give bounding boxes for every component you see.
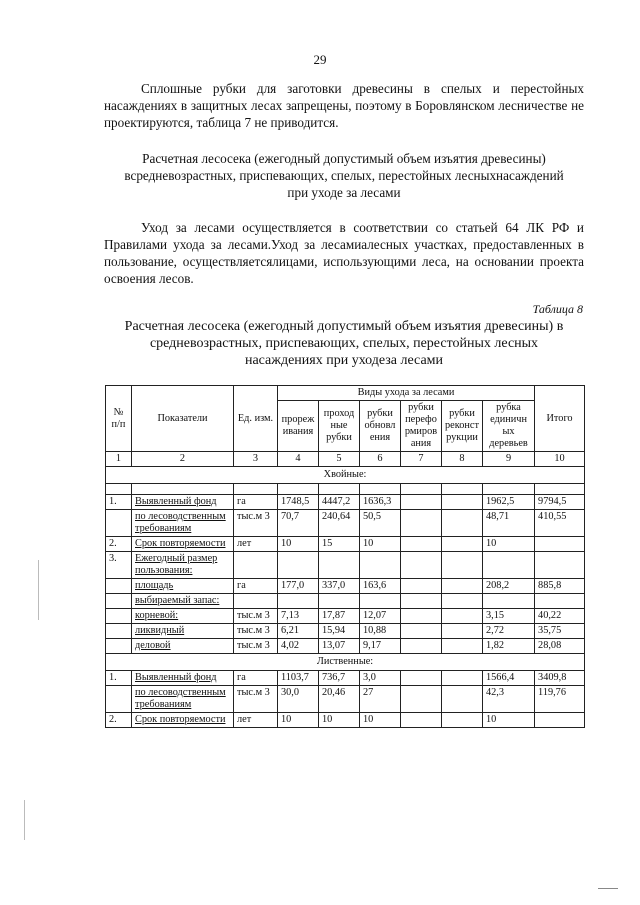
value-cell: 70,7 bbox=[278, 510, 319, 537]
row-number-cell: 1. bbox=[106, 671, 132, 686]
scan-margin-mark bbox=[24, 800, 25, 840]
value-cell: 35,75 bbox=[535, 624, 585, 639]
value-cell bbox=[401, 624, 442, 639]
table-row bbox=[106, 609, 585, 624]
value-cell: 50,5 bbox=[360, 510, 401, 537]
value-cell: 163,6 bbox=[360, 579, 401, 594]
value-cell: 48,71 bbox=[483, 510, 535, 537]
empty-cell bbox=[535, 484, 585, 495]
value-cell bbox=[401, 537, 442, 552]
value-cell: 17,87 bbox=[319, 609, 360, 624]
value-cell: 27 bbox=[360, 686, 401, 713]
value-cell: 1748,5 bbox=[278, 495, 319, 510]
value-cell: 1103,7 bbox=[278, 671, 319, 686]
column-number: 1 bbox=[106, 452, 132, 467]
header-thinning: прореж ивания bbox=[278, 401, 319, 452]
unit-cell: лет bbox=[234, 537, 278, 552]
value-cell: 3409,8 bbox=[535, 671, 585, 686]
scan-edge-mark bbox=[598, 888, 618, 889]
table-row bbox=[106, 639, 585, 654]
table-row bbox=[106, 510, 585, 537]
table-row bbox=[106, 594, 585, 609]
section-heading-line: Расчетная лесосека (ежегодный допустимый объем изъятия древесины) bbox=[142, 151, 546, 166]
unit-cell: тыс.м 3 bbox=[234, 609, 278, 624]
value-cell bbox=[401, 686, 442, 713]
column-number: 3 bbox=[234, 452, 278, 467]
value-cell bbox=[442, 624, 483, 639]
value-cell: 1636,3 bbox=[360, 495, 401, 510]
indicator-cell: по лесоводственным требованиям bbox=[132, 510, 234, 537]
section-title: Лиственные: bbox=[106, 654, 585, 671]
row-number-cell bbox=[106, 579, 132, 594]
value-cell: 10,88 bbox=[360, 624, 401, 639]
allowable-cut-table bbox=[105, 385, 585, 728]
value-cell: 42,3 bbox=[483, 686, 535, 713]
value-cell: 15,94 bbox=[319, 624, 360, 639]
indicator-cell: ликвидный bbox=[132, 624, 234, 639]
column-number-row bbox=[106, 452, 585, 467]
indicator-cell: Выявленный фонд bbox=[132, 495, 234, 510]
empty-cell bbox=[234, 484, 278, 495]
row-number-cell: 1. bbox=[106, 495, 132, 510]
table-row bbox=[106, 686, 585, 713]
value-cell: 4447,2 bbox=[319, 495, 360, 510]
value-cell: 1962,5 bbox=[483, 495, 535, 510]
value-cell: 9,17 bbox=[360, 639, 401, 654]
row-number-cell bbox=[106, 624, 132, 639]
unit-cell: тыс.м 3 bbox=[234, 624, 278, 639]
page-number: 29 bbox=[313, 52, 327, 67]
table-header-row bbox=[106, 386, 585, 401]
unit-cell bbox=[234, 594, 278, 609]
value-cell bbox=[442, 594, 483, 609]
value-cell: 208,2 bbox=[483, 579, 535, 594]
value-cell: 6,21 bbox=[278, 624, 319, 639]
value-cell: 736,7 bbox=[319, 671, 360, 686]
value-cell bbox=[319, 594, 360, 609]
unit-cell: тыс.м 3 bbox=[234, 510, 278, 537]
value-cell: 9794,5 bbox=[535, 495, 585, 510]
indicator-cell: по лесоводственным требованиям bbox=[132, 686, 234, 713]
value-cell bbox=[442, 713, 483, 728]
value-cell bbox=[483, 552, 535, 579]
value-cell bbox=[442, 552, 483, 579]
value-cell bbox=[442, 495, 483, 510]
section-row bbox=[106, 654, 585, 671]
value-cell bbox=[401, 639, 442, 654]
unit-cell: тыс.м 3 bbox=[234, 686, 278, 713]
row-number-cell: 2. bbox=[106, 537, 132, 552]
empty-cell bbox=[483, 484, 535, 495]
value-cell: 10 bbox=[319, 713, 360, 728]
value-cell bbox=[442, 639, 483, 654]
value-cell: 4,02 bbox=[278, 639, 319, 654]
value-cell bbox=[401, 713, 442, 728]
value-cell bbox=[442, 686, 483, 713]
column-number: 9 bbox=[483, 452, 535, 467]
value-cell: 240,64 bbox=[319, 510, 360, 537]
row-number-cell bbox=[106, 686, 132, 713]
column-number: 7 bbox=[401, 452, 442, 467]
row-number-cell bbox=[106, 510, 132, 537]
empty-cell bbox=[360, 484, 401, 495]
column-number: 5 bbox=[319, 452, 360, 467]
value-cell: 3,0 bbox=[360, 671, 401, 686]
value-cell: 119,76 bbox=[535, 686, 585, 713]
column-number: 10 bbox=[535, 452, 585, 467]
indicator-cell: деловой bbox=[132, 639, 234, 654]
table-row bbox=[106, 537, 585, 552]
header-num: № п/п bbox=[106, 386, 132, 452]
unit-cell: тыс.м 3 bbox=[234, 639, 278, 654]
value-cell bbox=[535, 713, 585, 728]
indicator-cell: Выявленный фонд bbox=[132, 671, 234, 686]
table-row bbox=[106, 713, 585, 728]
empty-cell bbox=[278, 484, 319, 495]
indicator-cell: Срок повторяемости bbox=[132, 537, 234, 552]
table-title-line: Расчетная лесосека (ежегодный допустимый объем изъятия древесины) в bbox=[124, 319, 564, 334]
value-cell: 10 bbox=[483, 713, 535, 728]
indicator-cell: Ежегодный размер пользования: bbox=[132, 552, 234, 579]
value-cell bbox=[535, 537, 585, 552]
row-number-cell bbox=[106, 594, 132, 609]
header-reconstruction-cuts: рубки реконст рукции bbox=[442, 401, 483, 452]
unit-cell bbox=[234, 552, 278, 579]
empty-cell bbox=[106, 484, 132, 495]
value-cell: 885,8 bbox=[535, 579, 585, 594]
value-cell bbox=[401, 579, 442, 594]
table-title-line: средневозрастных, приспевающих, спелых, перестойных лесных bbox=[149, 336, 539, 351]
indicator-cell: Срок повторяемости bbox=[132, 713, 234, 728]
value-cell: 337,0 bbox=[319, 579, 360, 594]
value-cell bbox=[401, 609, 442, 624]
value-cell bbox=[442, 537, 483, 552]
value-cell: 10 bbox=[360, 537, 401, 552]
value-cell: 7,13 bbox=[278, 609, 319, 624]
value-cell: 13,07 bbox=[319, 639, 360, 654]
value-cell: 15 bbox=[319, 537, 360, 552]
intro-paragraph-text: Сплошные рубки для заготовки древесины в спелых и перестойных насаждениях в защитных лесах запрещены, поэтому в Боровлянском лесничестве не проектируются, таблица 7 не приводится. bbox=[104, 81, 584, 130]
unit-cell: га bbox=[234, 579, 278, 594]
empty-cell bbox=[132, 484, 234, 495]
value-cell bbox=[401, 552, 442, 579]
value-cell bbox=[401, 671, 442, 686]
table-row bbox=[106, 552, 585, 579]
section-title: Хвойные: bbox=[106, 467, 585, 484]
value-cell bbox=[278, 594, 319, 609]
unit-cell: га bbox=[234, 671, 278, 686]
header-renewal-cuts: рубки обновл ения bbox=[360, 401, 401, 452]
header-indicators: Показатели bbox=[132, 386, 234, 452]
row-number-cell: 3. bbox=[106, 552, 132, 579]
value-cell: 20,46 bbox=[319, 686, 360, 713]
header-passing-cuts: проход ные рубки bbox=[319, 401, 360, 452]
table-row bbox=[106, 579, 585, 594]
table-body bbox=[106, 386, 585, 728]
column-number: 2 bbox=[132, 452, 234, 467]
value-cell bbox=[360, 552, 401, 579]
empty-cell bbox=[442, 484, 483, 495]
care-paragraph bbox=[104, 219, 584, 287]
value-cell: 12,07 bbox=[360, 609, 401, 624]
indicator-cell: выбираемый запас: bbox=[132, 594, 234, 609]
scan-margin-mark bbox=[38, 560, 39, 620]
value-cell: 10 bbox=[278, 537, 319, 552]
value-cell bbox=[401, 594, 442, 609]
care-paragraph-text: Уход за лесами осуществляется в соответствии со статьей 64 ЛК РФ и Правилами ухода за лесами.Уход за лесамиалесных участках, предоставленных в пользование, осуществляетсялицами, использующими леса, на основании проекта освоения лесов. bbox=[104, 220, 584, 286]
value-cell bbox=[535, 552, 585, 579]
value-cell bbox=[401, 495, 442, 510]
value-cell: 10 bbox=[278, 713, 319, 728]
table-row bbox=[106, 671, 585, 686]
value-cell bbox=[483, 594, 535, 609]
column-number: 8 bbox=[442, 452, 483, 467]
value-cell bbox=[442, 671, 483, 686]
unit-cell: га bbox=[234, 495, 278, 510]
value-cell: 28,08 bbox=[535, 639, 585, 654]
value-cell bbox=[401, 510, 442, 537]
empty-cell bbox=[401, 484, 442, 495]
value-cell bbox=[278, 552, 319, 579]
header-unit: Ед. изм. bbox=[234, 386, 278, 452]
row-number-cell: 2. bbox=[106, 713, 132, 728]
value-cell bbox=[535, 594, 585, 609]
section-row bbox=[106, 467, 585, 484]
section-heading-line: всредневозрастных, приспевающих, спелых, перестойных лесныхнасаждений bbox=[124, 168, 564, 183]
value-cell bbox=[442, 579, 483, 594]
empty-cell bbox=[319, 484, 360, 495]
value-cell: 2,72 bbox=[483, 624, 535, 639]
value-cell bbox=[442, 609, 483, 624]
header-care-types: Виды ухода за лесами bbox=[278, 386, 535, 401]
value-cell: 177,0 bbox=[278, 579, 319, 594]
table-caption: Таблица 8 bbox=[532, 302, 583, 316]
section-heading-line: при уходе за лесами bbox=[287, 185, 401, 200]
value-cell: 3,15 bbox=[483, 609, 535, 624]
column-number: 6 bbox=[360, 452, 401, 467]
value-cell: 10 bbox=[360, 713, 401, 728]
header-total: Итого bbox=[535, 386, 585, 452]
column-number: 4 bbox=[278, 452, 319, 467]
table-title-line: насаждениях при уходеза лесами bbox=[244, 353, 444, 368]
row-number-cell bbox=[106, 639, 132, 654]
row-number-cell bbox=[106, 609, 132, 624]
table-row bbox=[106, 495, 585, 510]
value-cell: 40,22 bbox=[535, 609, 585, 624]
header-reforming-cuts: рубки перефо рмиров ания bbox=[401, 401, 442, 452]
header-single-tree-cuts: рубка единичн ых деревьев bbox=[483, 401, 535, 452]
table-title bbox=[104, 318, 584, 369]
table-row bbox=[106, 624, 585, 639]
section-heading bbox=[104, 150, 584, 201]
value-cell bbox=[442, 510, 483, 537]
value-cell: 410,55 bbox=[535, 510, 585, 537]
table-spacer-row bbox=[106, 484, 585, 495]
intro-paragraph bbox=[104, 80, 584, 131]
indicator-cell: площадь bbox=[132, 579, 234, 594]
value-cell bbox=[360, 594, 401, 609]
value-cell: 10 bbox=[483, 537, 535, 552]
value-cell: 1,82 bbox=[483, 639, 535, 654]
value-cell: 1566,4 bbox=[483, 671, 535, 686]
value-cell: 30,0 bbox=[278, 686, 319, 713]
value-cell bbox=[319, 552, 360, 579]
unit-cell: лет bbox=[234, 713, 278, 728]
indicator-cell: корневой: bbox=[132, 609, 234, 624]
